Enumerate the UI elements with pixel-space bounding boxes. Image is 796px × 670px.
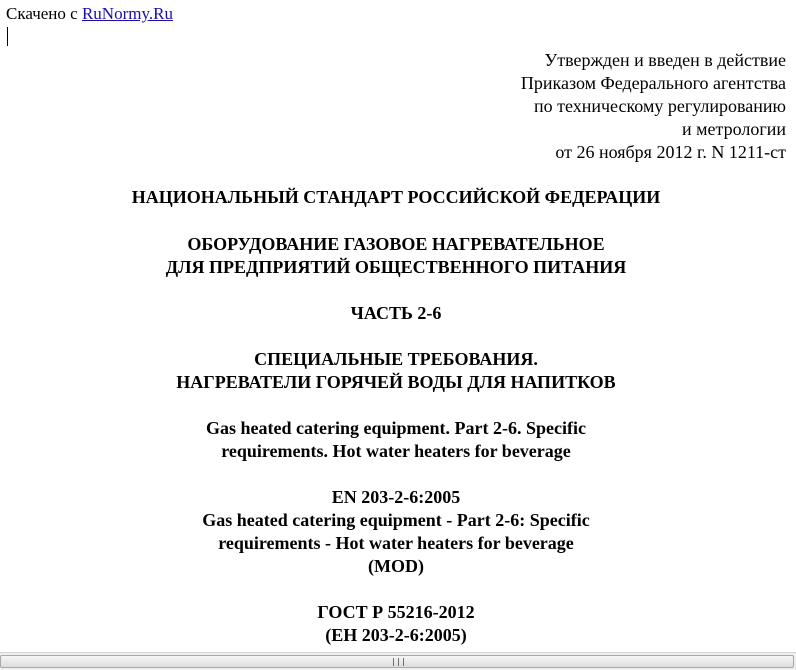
en-standard-line: Gas heated catering equipment - Part 2-6: Specific <box>202 510 590 530</box>
text-caret <box>7 27 8 46</box>
approval-block <box>366 49 786 164</box>
horizontal-scrollbar[interactable] <box>0 652 796 670</box>
requirements-title <box>0 348 792 394</box>
en-standard-block <box>0 486 792 578</box>
approval-line: Приказом Федерального агентства <box>520 73 786 93</box>
equipment-title-line: ДЛЯ ПРЕДПРИЯТИЙ ОБЩЕСТВЕННОГО ПИТАНИЯ <box>165 257 627 277</box>
english-title <box>0 417 792 463</box>
approval-line: от 26 ноября 2012 г. N 1211-ст <box>555 142 786 162</box>
approval-line: по техническому регулированию <box>533 96 786 116</box>
english-title-line: Gas heated catering equipment. Part 2-6. Specific <box>206 418 586 438</box>
en-standard-line: requirements - Hot water heaters for beverage <box>218 533 574 553</box>
approval-line: и метрологии <box>682 119 786 139</box>
part-heading <box>0 302 792 325</box>
gost-line: ГОСТ Р 55216-2012 <box>317 602 475 622</box>
source-line <box>6 4 173 24</box>
equipment-title <box>0 233 792 279</box>
scrollbar-grip-icon <box>393 658 404 666</box>
requirements-title-line: НАГРЕВАТЕЛИ ГОРЯЧЕЙ ВОДЫ ДЛЯ НАПИТКОВ <box>176 372 616 392</box>
runormy-link[interactable]: RuNormy.Ru <box>81 4 173 23</box>
approval-line: Утвержден и введен в действие <box>544 50 786 70</box>
gost-block <box>0 601 792 647</box>
requirements-title-line: СПЕЦИАЛЬНЫЕ ТРЕБОВАНИЯ. <box>254 349 538 369</box>
english-title-line: requirements. Hot water heaters for beverage <box>221 441 571 461</box>
horizontal-scrollbar-thumb[interactable] <box>0 655 794 668</box>
en-standard-line: (MOD) <box>368 556 424 576</box>
en-standard-line: EN 203-2-6:2005 <box>331 487 461 507</box>
source-prefix: Скачено с <box>6 4 82 23</box>
part-text: ЧАСТЬ 2-6 <box>350 303 442 323</box>
national-standard-heading <box>0 186 792 209</box>
national-standard-text: НАЦИОНАЛЬНЫЙ СТАНДАРТ РОССИЙСКОЙ ФЕДЕРАЦИИ <box>131 187 661 207</box>
equipment-title-line: ОБОРУДОВАНИЕ ГАЗОВОЕ НАГРЕВАТЕЛЬНОЕ <box>187 234 605 254</box>
gost-line: (ЕН 203-2-6:2005) <box>325 625 467 645</box>
